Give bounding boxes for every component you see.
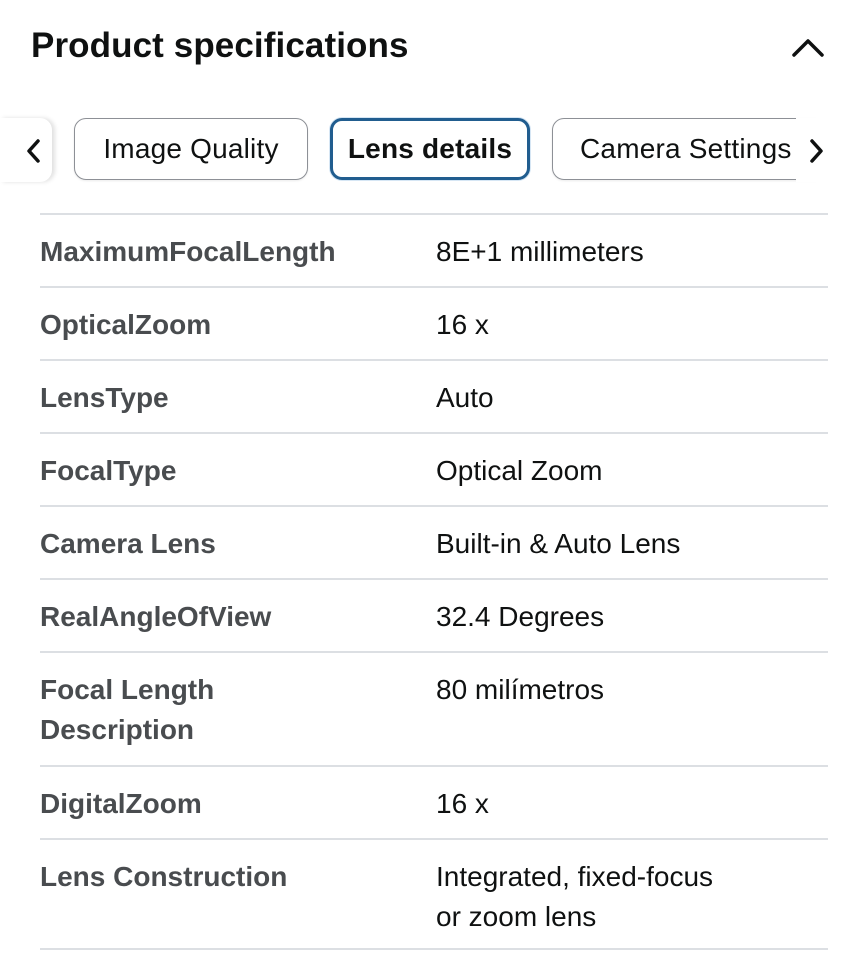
spec-key: FocalType xyxy=(40,455,177,486)
spec-key: RealAngleOfView xyxy=(40,601,272,632)
tab-label: Camera Settings xyxy=(580,133,792,164)
table-row xyxy=(40,578,828,651)
spec-value: Auto xyxy=(436,382,494,413)
chevron-left-icon xyxy=(24,136,44,166)
tab-label: Lens details xyxy=(347,133,513,164)
spec-key: Lens Construction xyxy=(40,861,288,892)
spec-key: OpticalZoom xyxy=(40,309,212,340)
spec-tabs xyxy=(0,110,858,190)
chevron-up-icon xyxy=(784,24,832,72)
spec-value: Integrated, fixed-focus or zoom lens xyxy=(436,861,714,932)
spec-value: Built-in & Auto Lens xyxy=(436,528,681,559)
tab-camera-settings[interactable] xyxy=(552,118,816,180)
spec-value: 8E+1 millimeters xyxy=(436,236,644,267)
spec-value: 16 x xyxy=(436,788,489,819)
spec-value: 16 x xyxy=(436,309,489,340)
tab-image-quality[interactable] xyxy=(74,118,308,180)
chevron-right-icon xyxy=(806,136,826,166)
spec-key: LensType xyxy=(40,382,169,413)
spec-key: Camera Lens xyxy=(40,528,216,559)
tab-scroll-area[interactable] xyxy=(36,110,816,190)
table-row xyxy=(40,213,828,286)
spec-value: Optical Zoom xyxy=(436,455,603,486)
table-row xyxy=(40,505,828,578)
tab-lens-details[interactable] xyxy=(330,118,530,180)
table-row xyxy=(40,286,828,359)
tab-label: Image Quality xyxy=(103,133,279,164)
spec-value: 80 milímetros xyxy=(436,674,605,705)
spec-table xyxy=(40,213,828,950)
spec-key: Focal Length Description xyxy=(40,674,215,745)
table-row xyxy=(40,432,828,505)
spec-key: DigitalZoom xyxy=(40,788,202,819)
page-title: Product specifications xyxy=(31,26,409,65)
table-row xyxy=(40,838,828,950)
collapse-button[interactable] xyxy=(784,24,832,72)
table-row xyxy=(40,359,828,432)
scroll-right-button[interactable] xyxy=(796,118,842,182)
table-row xyxy=(40,651,828,765)
scroll-left-button[interactable] xyxy=(0,118,52,182)
spec-value: 32.4 Degrees xyxy=(436,601,605,632)
spec-key: MaximumFocalLength xyxy=(40,236,336,267)
table-row xyxy=(40,765,828,838)
section-header xyxy=(0,0,858,100)
